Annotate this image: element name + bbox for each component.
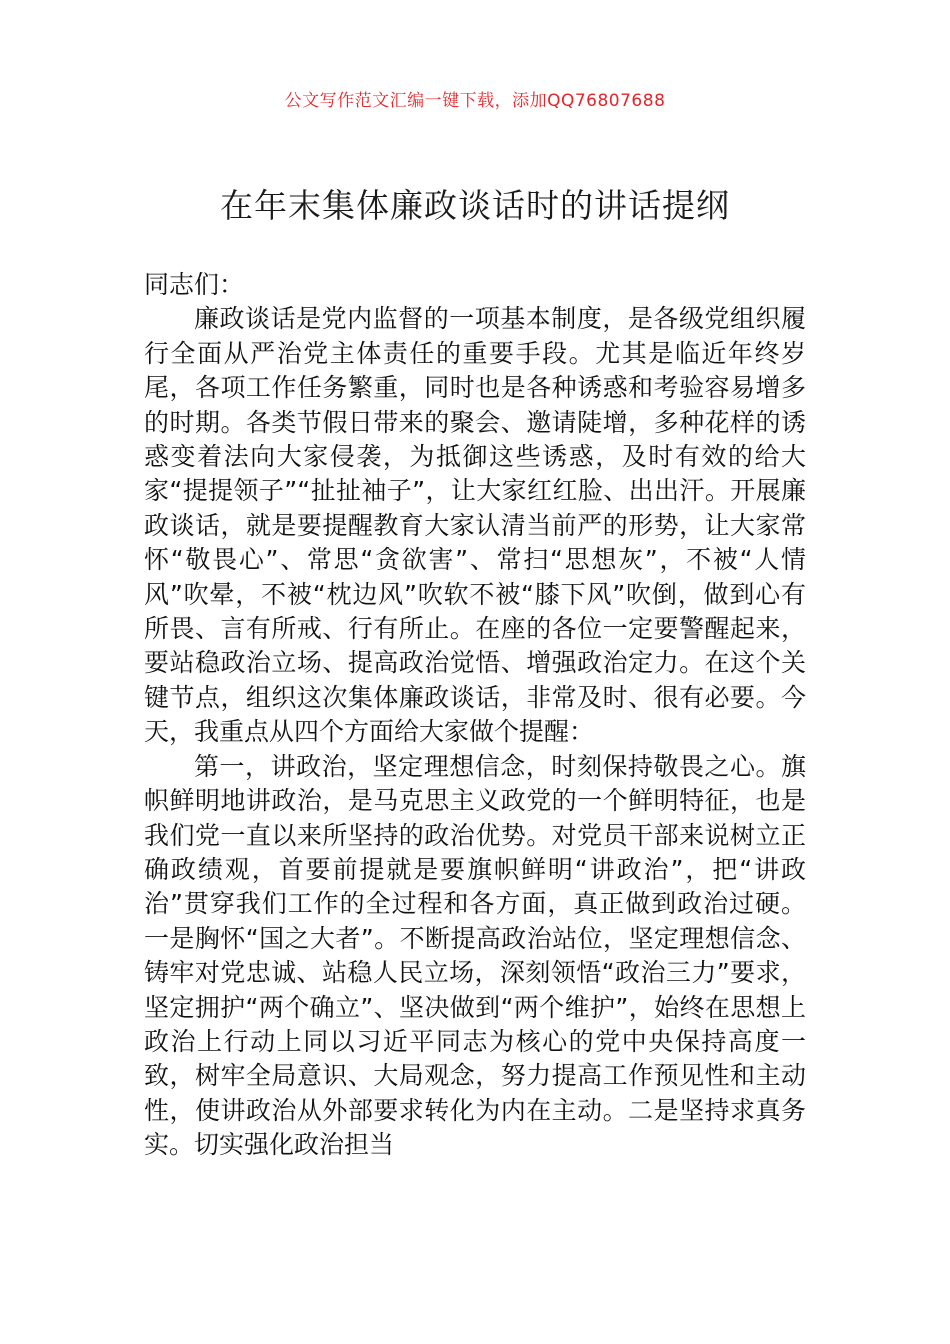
- paragraph-intro: 廉政谈话是党内监督的一项基本制度，是各级党组织履行全面从严治党主体责任的重要手段。尤其是临近年终岁尾，各项工作任务繁重，同时也是各种诱惑和考验容易增多的时期。各类节假日带来的聚会、邀请陡增，多种花样的诱惑变着法向大家侵袭，为抵御这些诱惑，及时有效的给大家“提提领子”“扯扯袖子”，让大家红红脸、出出汗。开展廉政谈话，就是要提醒教育大家认清当前严的形势，让大家常怀“敬畏心”、常思“贪欲害”、常扫“思想灰”，不被“人情风”吹晕，不被“枕边风”吹软不被“膝下风”吹倒，做到心有所畏、言有所戒、行有所止。在座的各位一定要警醒起来，要站稳政治立场、提高政治觉悟、增强政治定力。在这个关键节点，组织这次集体廉政谈话，非常及时、很有必要。今天，我重点从四个方面给大家做个提醒：: [144, 304, 806, 747]
- paragraph-point-one: 第一，讲政治，坚定理想信念，时刻保持敬畏之心。旗帜鲜明地讲政治，是马克思主义政党的一个鲜明特征，也是我们党一直以来所坚持的政治优势。对党员干部来说树立正确政绩观，首要前提就是要旗帜鲜明“讲政治”，把“讲政治”贯穿我们工作的全过程和各方面，真正做到政治过硬。一是胸怀“国之大者”。不断提高政治站位，坚定理想信念、铸牢对党忠诚、站稳人民立场，深刻领悟“政治三力”要求，坚定拥护“两个确立”、坚决做到“两个维护”，始终在思想上政治上行动上同以习近平同志为核心的党中央保持高度一致，树牢全局意识、大局观念，努力提高工作预见性和主动性，使讲政治从外部要求转化为内在主动。二是坚持求真务实。切实强化政治担当: [144, 751, 806, 1160]
- document-title: 在年末集体廉政谈话时的讲话提纲: [220, 186, 730, 225]
- document-body: [144, 268, 806, 1163]
- salutation: 同志们：: [144, 270, 245, 299]
- download-ad-banner[interactable]: 公文写作范文汇编一键下载，添加QQ76807688: [284, 91, 666, 111]
